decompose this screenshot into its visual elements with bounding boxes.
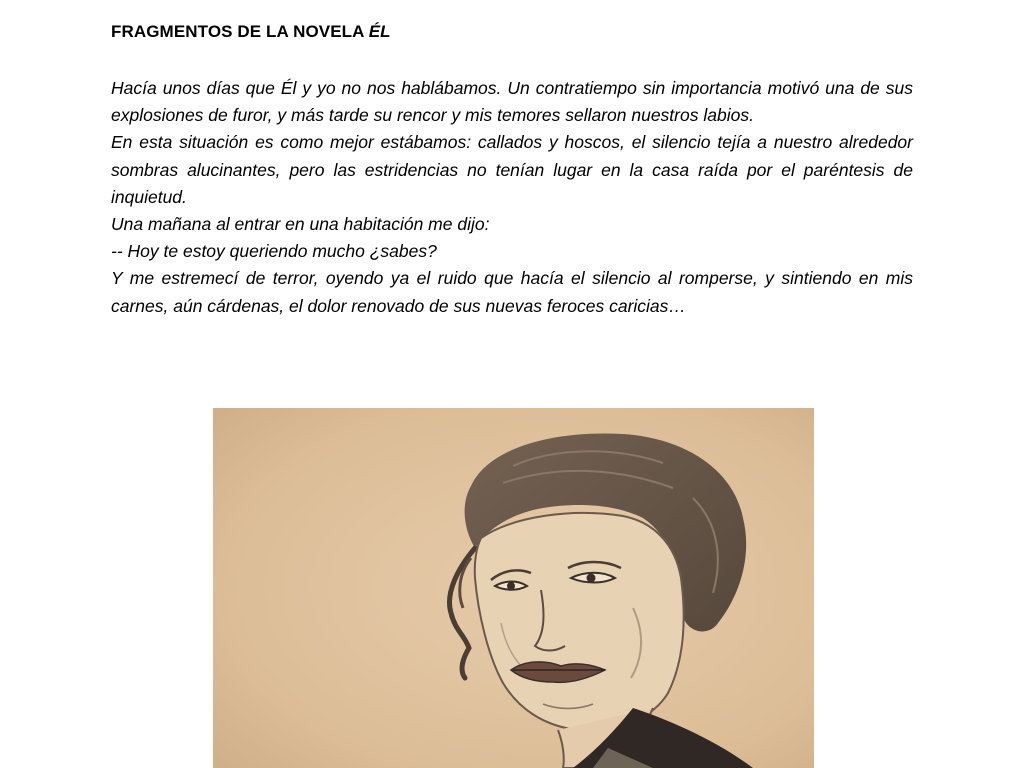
paragraph: -- Hoy te estoy queriendo mucho ¿sabes?	[111, 241, 437, 262]
page-title	[111, 22, 391, 42]
title-prefix: FRAGMENTOS DE LA NOVELA	[111, 22, 369, 41]
paragraph: Una mañana al entrar en una habitación me dijo:	[111, 214, 490, 235]
portrait-drawing	[213, 408, 814, 768]
title-emphasis: ÉL	[368, 22, 391, 41]
paragraph: En esta situación es como mejor estábamos: callados y hoscos, el silencio tejía a nuestro alrededor sombras alucinantes, pero las estridencias no tenían lugar en la casa raída por el paréntesis de inquietud.	[111, 132, 913, 207]
portrait-illustration	[213, 408, 814, 768]
paragraph: Y me estremecí de terror, oyendo ya el ruido que hacía el silencio al romperse, y sintiendo en mis carnes, aún cárdenas, el dolor renovado de sus nuevas feroces caricias…	[111, 268, 913, 316]
paragraph: Hacía unos días que Él y yo no nos hablábamos. Un contratiempo sin importancia motivó una de sus explosiones de furor, y más tarde su rencor y mis temores sellaron nuestros labios.	[111, 78, 913, 126]
novel-excerpt	[111, 75, 913, 320]
